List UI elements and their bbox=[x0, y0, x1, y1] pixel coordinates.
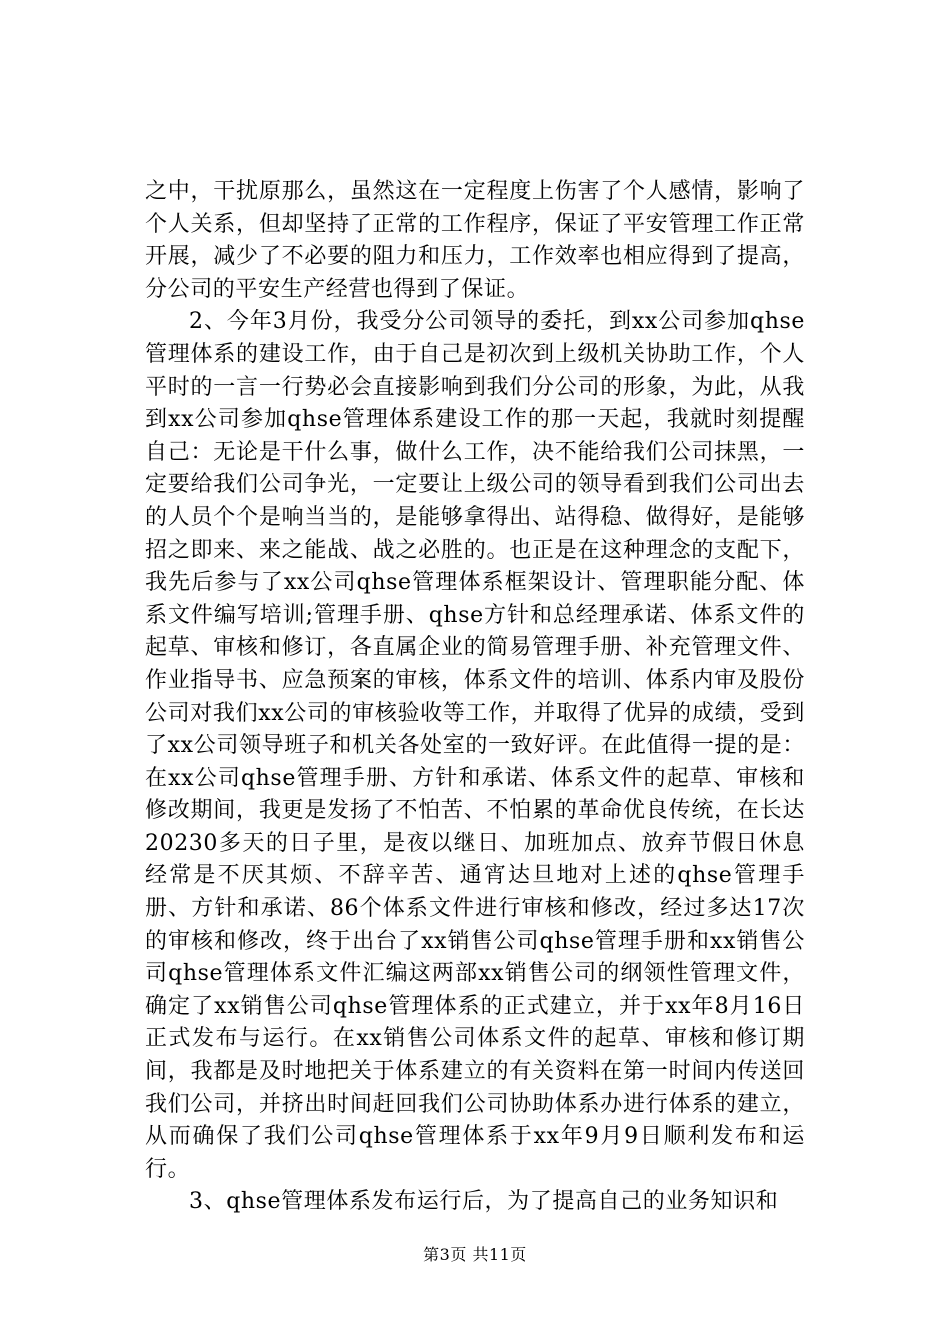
page-footer: 第3页 共11页 bbox=[423, 1245, 527, 1264]
paragraph-item-2: 2、今年3月份，我受分公司领导的委托，到xx公司参加qhse管理体系的建设工作，由于自己是初次到上级机关协助工作，个人平时的一言一行势必会直接影响到我们分公司的形象，为此，从我到xx公司参加qhse管理体系建设工作的那一天起，我就时刻提醒自己：无论是干什么事，做什么工作，决不能给我们公司抹黑，一定要给我们公司争光，一定要让上级公司的领导看到我们公司出去的人员个个是响当当的，是能够拿得出、站得稳、做得好，是能够招之即来、来之能战、战之必胜的。也正是在这种理念的支配下，我先后参与了xx公司qhse管理体系框架设计、管理职能分配、体系文件编写培训;管理手册、qhse方针和总经理承诺、体系文件的起草、审核和修订，各直属企业的简易管理手册、补充管理文件、作业指导书、应急预案的审核，体系文件的培训、体系内审及股份公司对我们xx公司的审核验收等工作，并取得了优异的成绩，受到了xx公司领导班子和机关各处室的一致好评。在此值得一提的是：在xx公司qhse管理手册、方针和承诺、体系文件的起草、审核和修改期间，我更是发扬了不怕苦、不怕累的革命优良传统，在长达20230多天的日子里，是夜以继日、加班加点、放弃节假日休息经常是不厌其烦、不辞辛苦、通宵达旦地对上述的qhse管理手册、方针和承诺、86个体系文件进行审核和修改，经过多达17次的审核和修改，终于出台了xx销售公司qhse管理手册和xx销售公司qhse管理体系文件汇编这两部xx销售公司的纲领性管理文件，确定了xx销售公司qhse管理体系的正式建立，并于xx年8月16日正式发布与运行。在xx销售公司体系文件的起草、审核和修订期间，我都是及时地把关于体系建立的有关资料在第一时间内传送回我们公司，并挤出时间赶回我们公司协助体系办进行体系的建立，从而确保了我们公司qhse管理体系于xx年9月9日顺利发布和运行。 bbox=[145, 309, 805, 1182]
document-body bbox=[145, 176, 805, 1219]
paragraph-item-3: 3、qhse管理体系发布运行后，为了提高自己的业务知识和 bbox=[189, 1189, 779, 1215]
paragraph-continuation: 之中，干扰原那么，虽然这在一定程度上伤害了个人感情，影响了个人关系，但却坚持了正常的工作程序，保证了平安管理工作正常开展，减少了不必要的阻力和压力，工作效率也相应得到了提高，分公司的平安生产经营也得到了保证。 bbox=[145, 179, 805, 302]
